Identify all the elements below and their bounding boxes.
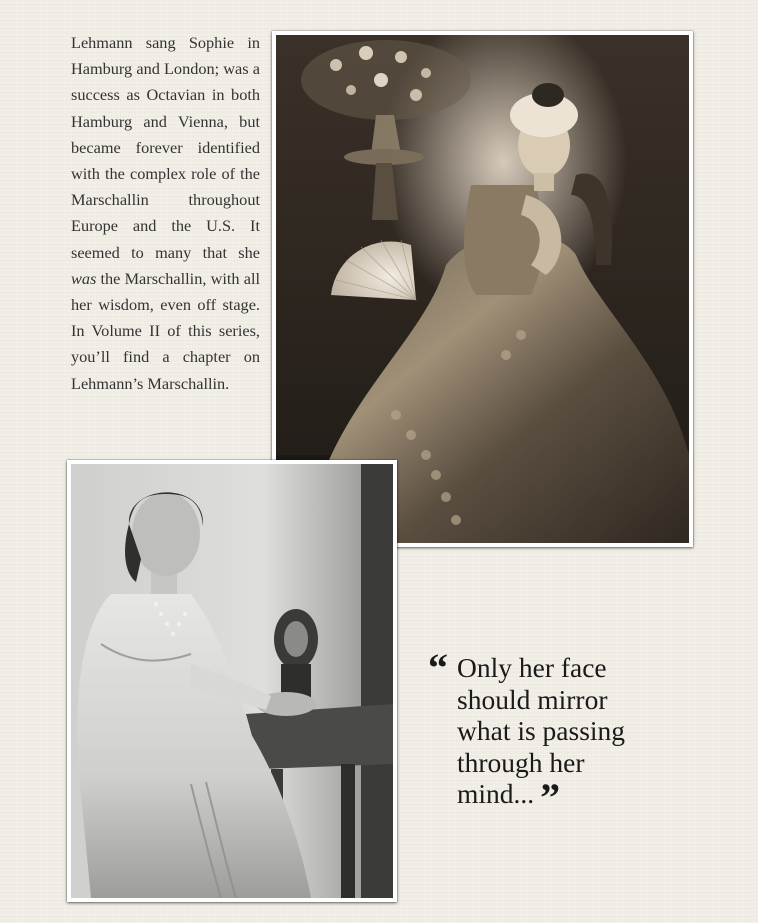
close-quote-mark: ” (540, 775, 561, 820)
body-text-emphasis: was (71, 268, 97, 288)
quote-body: Only her face should mirror what is passing through her mind... (457, 652, 626, 809)
pull-quote (428, 645, 678, 820)
photo-image (71, 464, 393, 898)
body-text-part-2: the Marschallin, with all her wisdom, even off stage. In Volume II of this series, you’ll find a chapter on Lehmann’s Marschallin. (71, 268, 260, 393)
body-paragraph (71, 30, 260, 397)
quote-text (457, 652, 657, 820)
open-quote-mark: “ (428, 645, 448, 690)
photo-marschallin-bw (67, 460, 397, 902)
bw-portrait-illustration (71, 464, 393, 898)
body-text-part-1: Lehmann sang Sophie in Hamburg and London; was a success as Octavian in both Hamburg and Vienna, but became forever identified with the complex role of the Marschallin throughout Europe and the U.S. It seemed to many that she (71, 33, 260, 262)
